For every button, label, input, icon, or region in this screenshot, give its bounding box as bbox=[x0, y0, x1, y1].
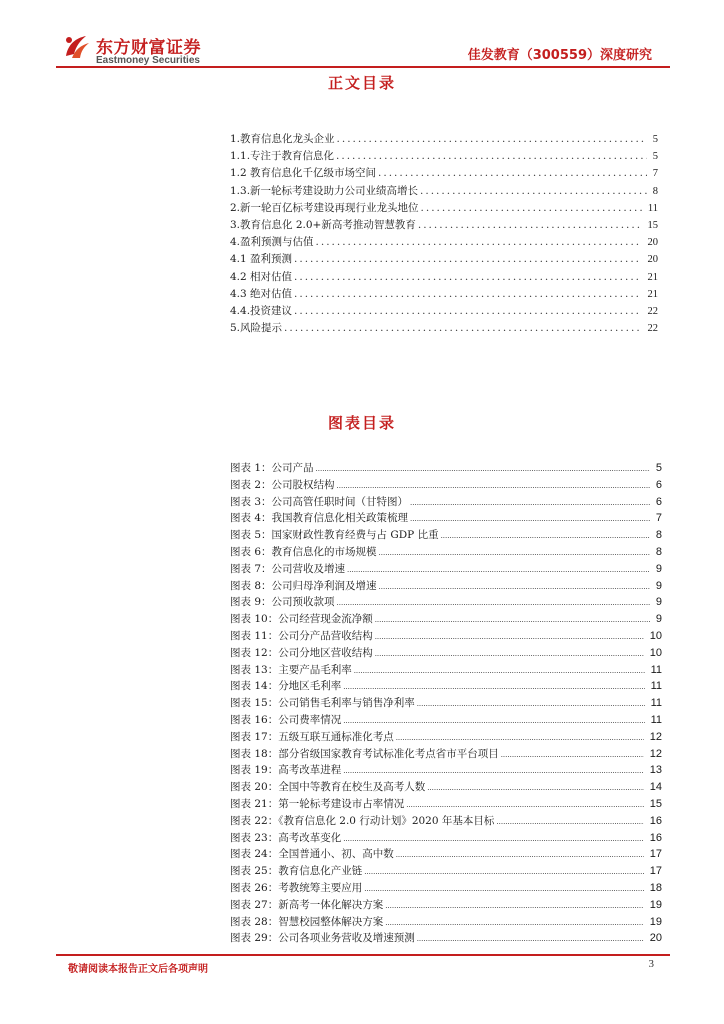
figure-entry-page: 9 bbox=[655, 562, 662, 575]
toc-entry[interactable] bbox=[230, 251, 658, 268]
dot-leader bbox=[396, 734, 644, 742]
figure-entry-label: 图表 13：主要产品毛利率 bbox=[230, 663, 352, 676]
figure-entry-label: 图表 28：智慧校园整体解决方案 bbox=[230, 915, 384, 928]
figure-entry-page: 6 bbox=[655, 478, 662, 491]
toc-entry-page: 20 bbox=[647, 237, 658, 249]
figure-entry-label: 图表 8：公司归母净利润及增速 bbox=[230, 579, 377, 592]
figure-entry[interactable] bbox=[230, 779, 662, 796]
figure-entry[interactable] bbox=[230, 729, 662, 746]
figure-entry-label: 图表 6：教育信息化的市场规模 bbox=[230, 545, 377, 558]
toc-entry[interactable] bbox=[230, 183, 658, 200]
contents-list bbox=[230, 131, 658, 337]
figure-entry[interactable] bbox=[230, 645, 662, 662]
toc-entry-page: 22 bbox=[647, 305, 658, 317]
dot-leader bbox=[337, 599, 650, 607]
figure-entry[interactable] bbox=[230, 611, 662, 628]
figure-entry[interactable] bbox=[230, 527, 662, 544]
figure-entry[interactable] bbox=[230, 578, 662, 595]
figure-entry-label: 图表 15：公司销售毛利率与销售净利率 bbox=[230, 697, 415, 710]
toc-entry-page: 7 bbox=[652, 168, 658, 180]
toc-entry-page: 8 bbox=[652, 185, 658, 197]
figure-entry[interactable] bbox=[230, 628, 662, 645]
figure-entry[interactable] bbox=[230, 510, 662, 527]
figure-entry-label: 图表 17：五级互联互通标准化考点 bbox=[230, 730, 394, 743]
figure-entry-page: 9 bbox=[655, 579, 662, 592]
figure-entry-page: 19 bbox=[649, 915, 662, 928]
figure-entry-label: 图表 25：教育信息化产业链 bbox=[230, 865, 363, 878]
footer-divider bbox=[56, 954, 670, 956]
figure-entry[interactable] bbox=[230, 544, 662, 561]
toc-entry-label: 4.盈利预测与估值 bbox=[230, 236, 314, 249]
toc-entry-label: 4.3 绝对估值 bbox=[230, 287, 293, 300]
header-divider bbox=[56, 66, 670, 68]
figure-entry-page: 13 bbox=[649, 764, 662, 777]
figure-entry-page: 7 bbox=[655, 512, 662, 525]
dot-leader bbox=[378, 167, 647, 179]
figure-entry-label: 图表 11：公司分产品营收结构 bbox=[230, 629, 373, 642]
dot-leader bbox=[410, 499, 650, 507]
figure-entry-page: 16 bbox=[649, 814, 662, 827]
dot-leader bbox=[396, 851, 644, 859]
dot-leader bbox=[385, 919, 644, 927]
dot-leader bbox=[343, 683, 644, 691]
dot-leader bbox=[418, 219, 642, 231]
toc-entry-page: 11 bbox=[647, 202, 658, 214]
figure-entry-label: 图表 29：公司各项业务营收及增速预测 bbox=[230, 932, 415, 945]
figure-entry-label: 图表 4：我国教育信息化相关政策梳理 bbox=[230, 512, 409, 525]
toc-entry-label: 4.2 相对估值 bbox=[230, 270, 293, 283]
toc-entry-page: 20 bbox=[647, 254, 658, 266]
figure-entry-page: 11 bbox=[650, 697, 662, 710]
figure-entry[interactable] bbox=[230, 594, 662, 611]
dot-leader bbox=[375, 633, 644, 641]
figure-entry-page: 8 bbox=[655, 529, 662, 542]
figure-entry[interactable] bbox=[230, 796, 662, 813]
figure-entry-page: 14 bbox=[649, 781, 662, 794]
figure-entry-label: 图表 19：高考改革进程 bbox=[230, 764, 342, 777]
dot-leader bbox=[496, 818, 643, 826]
dot-leader bbox=[354, 667, 645, 675]
figure-entry-label: 图表 7：公司营收及增速 bbox=[230, 562, 346, 575]
toc-entry-label: 4.4.投资建议 bbox=[230, 304, 293, 317]
figure-entry-label: 图表 27：新高考一体化解决方案 bbox=[230, 898, 384, 911]
figures-list bbox=[230, 460, 662, 947]
figure-entry[interactable] bbox=[230, 460, 662, 477]
figure-entry-label: 图表 1：公司产品 bbox=[230, 462, 314, 474]
eastmoney-logo-icon bbox=[62, 32, 92, 62]
figure-entry-page: 12 bbox=[649, 747, 662, 760]
figure-entry-page: 8 bbox=[655, 545, 662, 558]
figure-entry-label: 图表 24：全国普通小、初、高中数 bbox=[230, 848, 394, 861]
dot-leader bbox=[343, 717, 644, 725]
figure-entry[interactable] bbox=[230, 930, 662, 947]
toc-entry-label: 3.教育信息化 2.0+新高考推动智慧教育 bbox=[230, 218, 416, 231]
dot-leader bbox=[294, 271, 641, 283]
dot-leader bbox=[316, 236, 642, 248]
dot-leader bbox=[337, 482, 650, 490]
toc-entry[interactable] bbox=[230, 269, 658, 286]
dot-leader bbox=[406, 801, 644, 809]
logo-chinese-name: 东方财富证券 bbox=[96, 38, 201, 58]
toc-entry-page: 5 bbox=[652, 151, 658, 163]
dot-leader bbox=[294, 253, 641, 265]
figure-entry-page: 11 bbox=[650, 713, 662, 726]
figure-entry-label: 图表 18：部分省级国家教育考试标准化考点省市平台项目 bbox=[230, 747, 499, 760]
dot-leader bbox=[379, 583, 650, 591]
dot-leader bbox=[375, 616, 650, 624]
figure-entry-label: 图表 10：公司经营现金流净额 bbox=[230, 613, 373, 626]
dot-leader bbox=[417, 700, 645, 708]
figure-entry[interactable] bbox=[230, 561, 662, 578]
toc-entry-label: 2.新一轮百亿标考建设再现行业龙头地位 bbox=[230, 201, 419, 214]
toc-entry-label: 1.教育信息化龙头企业 bbox=[230, 133, 335, 145]
dot-leader bbox=[294, 305, 641, 317]
figure-entry-label: 图表 2：公司股权结构 bbox=[230, 478, 335, 491]
figure-entry-label: 图表 23：高考改革变化 bbox=[230, 831, 342, 844]
figure-entry-label: 图表 3：公司高管任职时间（甘特图） bbox=[230, 495, 409, 508]
figure-entry[interactable] bbox=[230, 897, 662, 914]
figure-entry-label: 图表 14：分地区毛利率 bbox=[230, 680, 342, 693]
figure-entry-page: 17 bbox=[649, 848, 662, 861]
figure-entry[interactable] bbox=[230, 830, 662, 847]
toc-entry-page: 22 bbox=[647, 323, 658, 335]
toc-entry[interactable] bbox=[230, 286, 658, 303]
page-number: 3 bbox=[648, 958, 654, 970]
dot-leader bbox=[375, 650, 644, 658]
dot-leader bbox=[343, 835, 644, 843]
contents-title: 正文目录 bbox=[327, 74, 396, 92]
figure-entry[interactable] bbox=[230, 914, 662, 931]
dot-leader bbox=[410, 515, 650, 523]
figure-entry-page: 17 bbox=[649, 865, 662, 878]
toc-entry[interactable] bbox=[230, 148, 658, 165]
toc-entry-page: 15 bbox=[647, 219, 658, 231]
figure-entry-label: 图表 16：公司费率情况 bbox=[230, 713, 342, 726]
figure-entry-page: 11 bbox=[650, 680, 662, 693]
figure-entry[interactable] bbox=[230, 880, 662, 897]
figure-entry[interactable] bbox=[230, 762, 662, 779]
page-header bbox=[0, 0, 724, 70]
toc-entry-label: 1.2 教育信息化千亿级市场空间 bbox=[230, 167, 377, 180]
toc-entry[interactable] bbox=[230, 303, 658, 320]
figure-entry[interactable] bbox=[230, 746, 662, 763]
toc-entry-page: 21 bbox=[647, 288, 658, 300]
figure-entry[interactable] bbox=[230, 863, 662, 880]
figures-title: 图表目录 bbox=[327, 414, 396, 432]
dot-leader bbox=[294, 288, 641, 300]
dot-leader bbox=[343, 767, 644, 775]
toc-entry[interactable] bbox=[230, 217, 658, 234]
toc-entry[interactable] bbox=[230, 320, 658, 337]
figure-entry[interactable] bbox=[230, 678, 662, 695]
figure-entry-label: 图表 12：公司分地区营收结构 bbox=[230, 646, 373, 659]
figure-entry-page: 10 bbox=[649, 646, 662, 659]
toc-entry-label: 5.风险提示 bbox=[230, 322, 283, 335]
figure-entry-page: 16 bbox=[649, 831, 662, 844]
figure-entry[interactable] bbox=[230, 813, 662, 830]
dot-leader bbox=[364, 868, 644, 876]
figure-entry[interactable] bbox=[230, 712, 662, 729]
figure-entry-page: 6 bbox=[655, 495, 662, 508]
figure-entry-label: 图表 5：国家财政性教育经费与占 GDP 比重 bbox=[230, 529, 439, 542]
dot-leader bbox=[417, 935, 644, 943]
figure-entry-page: 20 bbox=[649, 932, 662, 945]
figure-entry-page: 12 bbox=[649, 730, 662, 743]
dot-leader bbox=[347, 566, 650, 574]
figure-entry-page: 9 bbox=[655, 613, 662, 626]
figure-entry-label: 图表 21：第一轮标考建设市占率情况 bbox=[230, 797, 405, 810]
figure-entry-page: 11 bbox=[650, 663, 662, 676]
dot-leader bbox=[337, 133, 647, 145]
dot-leader bbox=[336, 150, 647, 162]
dot-leader bbox=[427, 784, 644, 792]
figure-entry-label: 图表 9：公司预收款项 bbox=[230, 596, 335, 609]
figure-entry-page: 15 bbox=[649, 797, 662, 810]
toc-entry-page: 5 bbox=[652, 134, 658, 145]
figure-entry-page: 19 bbox=[649, 898, 662, 911]
toc-entry-label: 1.3.新一轮标考建设助力公司业绩高增长 bbox=[230, 184, 419, 197]
dot-leader bbox=[284, 322, 641, 334]
figure-entry[interactable] bbox=[230, 477, 662, 494]
figure-entry-page: 10 bbox=[649, 629, 662, 642]
dot-leader bbox=[420, 185, 647, 197]
figure-entry-page: 5 bbox=[655, 462, 662, 474]
figure-entry[interactable] bbox=[230, 846, 662, 863]
figure-entry-label: 图表 26：考教统筹主要应用 bbox=[230, 881, 363, 894]
figure-entry-label: 图表 20：全国中等教育在校生及高考人数 bbox=[230, 781, 426, 794]
figure-entry-page: 18 bbox=[649, 881, 662, 894]
figure-entry[interactable] bbox=[230, 494, 662, 511]
figure-entry[interactable] bbox=[230, 662, 662, 679]
toc-entry-page: 21 bbox=[647, 271, 658, 283]
footer-disclaimer: 敬请阅读本报告正文后各项声明 bbox=[68, 964, 208, 975]
logo-english-name: Eastmoney Securities bbox=[96, 55, 200, 66]
dot-leader bbox=[501, 751, 644, 759]
toc-entry[interactable] bbox=[230, 200, 658, 217]
dot-leader bbox=[379, 549, 650, 557]
toc-entry[interactable] bbox=[230, 131, 658, 148]
toc-entry[interactable] bbox=[230, 234, 658, 251]
toc-entry-label: 4.1 盈利预测 bbox=[230, 253, 293, 266]
toc-entry-label: 1.1.专注于教育信息化 bbox=[230, 150, 335, 163]
dot-leader bbox=[385, 902, 644, 910]
figure-entry[interactable] bbox=[230, 695, 662, 712]
dot-leader bbox=[421, 202, 642, 214]
toc-entry[interactable] bbox=[230, 165, 658, 182]
figure-entry-label: 图表 22：《教育信息化 2.0 行动计划》2020 年基本目标 bbox=[230, 814, 495, 827]
figure-entry-page: 9 bbox=[655, 596, 662, 609]
dot-leader bbox=[316, 465, 650, 473]
dot-leader bbox=[441, 532, 650, 540]
dot-leader bbox=[364, 885, 644, 893]
report-title: 佳发教育（300559）深度研究 bbox=[467, 48, 652, 63]
